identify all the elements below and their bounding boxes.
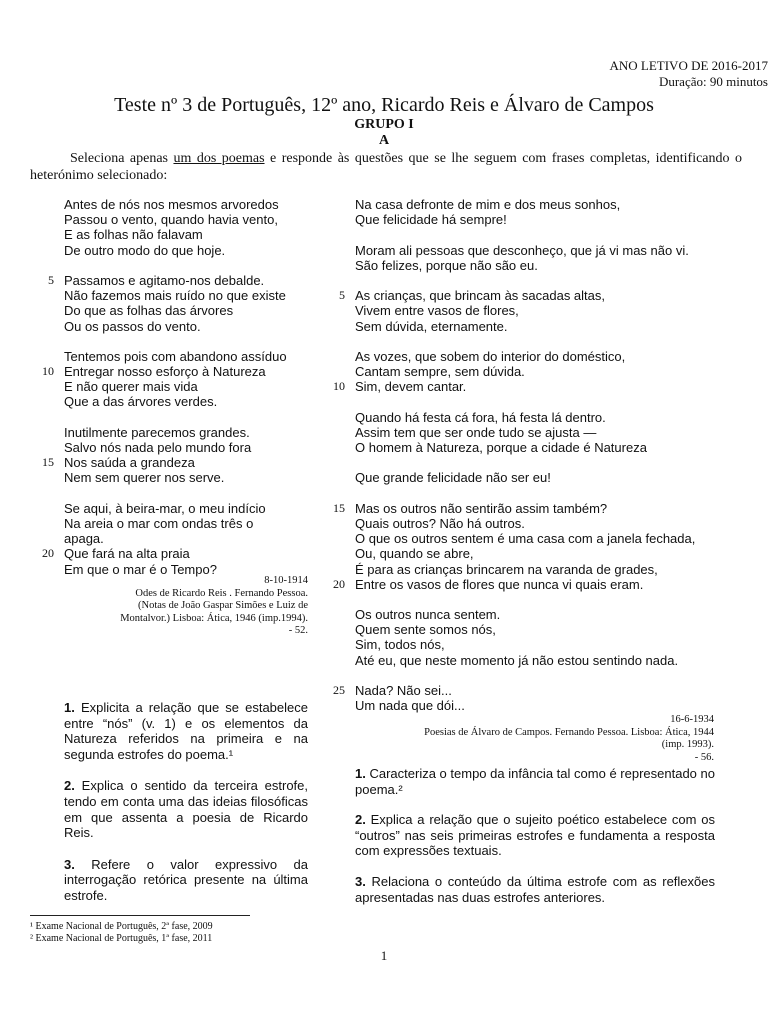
verse-text: Sim, devem cantar. bbox=[355, 379, 467, 395]
verse-line bbox=[64, 440, 334, 455]
stanza-gap bbox=[64, 410, 334, 425]
verse-text: Ou, quando se abre, bbox=[355, 546, 474, 562]
verse-text: As crianças, que brincam às sacadas altas, bbox=[355, 288, 606, 304]
poem-ricardo-reis bbox=[42, 197, 334, 577]
line-number: 15 bbox=[42, 455, 54, 470]
verse-text: Quais outros? Não há outros. bbox=[355, 515, 525, 531]
stanza-gap bbox=[355, 273, 755, 288]
stanza-gap bbox=[355, 334, 755, 349]
verse-line bbox=[355, 516, 755, 531]
footnotes bbox=[30, 921, 430, 945]
verse-text: E as folhas não falavam bbox=[64, 227, 203, 243]
verse-line bbox=[355, 637, 755, 652]
verse-text: Ou os passos do vento. bbox=[64, 318, 201, 334]
verse-line bbox=[333, 379, 755, 395]
verse-line bbox=[355, 212, 755, 227]
stanza-gap bbox=[64, 486, 334, 501]
line-number: 20 bbox=[42, 546, 54, 561]
stanza-gap bbox=[355, 227, 755, 242]
verse-text: Nem sem querer nos serve. bbox=[64, 470, 225, 486]
question bbox=[64, 857, 308, 904]
line-number: 20 bbox=[333, 576, 345, 591]
question-text: Refere o valor expressivo da interrogação retórica presente na última estrofe. bbox=[64, 856, 308, 903]
verse-text: Antes de nós nos mesmos arvoredos bbox=[64, 197, 279, 212]
verse-line bbox=[339, 288, 755, 304]
question-number: 2. bbox=[64, 778, 75, 794]
line-number: 5 bbox=[339, 288, 345, 303]
question-number: 3. bbox=[64, 856, 75, 872]
verse-line bbox=[64, 197, 334, 212]
citation-line: Poesias de Álvaro de Campos. Fernando Pessoa. Lisboa: Ática, 1944 bbox=[424, 726, 714, 738]
verse-line bbox=[42, 455, 334, 471]
verse-line bbox=[64, 394, 334, 409]
question-number: 2. bbox=[355, 812, 366, 828]
stanza-gap bbox=[355, 592, 755, 607]
verse-line bbox=[42, 546, 334, 562]
verse-text: Na areia o mar com ondas três o bbox=[64, 515, 254, 531]
verse-line bbox=[64, 288, 334, 303]
citation-line: 16-6-1934 bbox=[670, 714, 714, 725]
verse-text: Um nada que dói... bbox=[355, 698, 465, 714]
verse-line bbox=[48, 272, 334, 288]
verse-line bbox=[355, 622, 755, 637]
verse-text: Do que as folhas das árvores bbox=[64, 303, 234, 319]
verse-text: De outro modo do que hoje. bbox=[64, 242, 226, 258]
verse-line bbox=[64, 379, 334, 394]
verse-line bbox=[64, 243, 334, 258]
verse-text: Nada? Não sei... bbox=[355, 683, 452, 698]
citation-ricardo-reis bbox=[60, 575, 308, 638]
question-text: Explicita a relação que se estabelece entre “nós” (v. 1) e os elementos da Natureza referidos na primeira e na segunda estrofes do poema.¹ bbox=[64, 700, 308, 762]
verse-line bbox=[355, 319, 755, 334]
verse-text: Não fazemos mais ruído no que existe bbox=[64, 288, 286, 304]
verse-text: Entregar nosso esforço à Natureza bbox=[64, 364, 266, 380]
verse-line bbox=[355, 531, 755, 546]
line-number: 15 bbox=[333, 500, 345, 515]
school-year: ANO LETIVO DE 2016-2017 bbox=[609, 58, 768, 73]
group-heading: GRUPO I bbox=[354, 117, 414, 132]
citation-line: - 56. bbox=[694, 751, 714, 763]
verse-text: Nos saúda a grandeza bbox=[64, 455, 195, 471]
verse-line bbox=[64, 470, 334, 485]
verse-text: O que os outros sentem é uma casa com a janela fechada, bbox=[355, 531, 696, 547]
verse-line bbox=[355, 607, 755, 622]
verse-text: Na casa defronte de mim e dos meus sonhos, bbox=[355, 197, 621, 212]
verse-text: Que felicidade há sempre! bbox=[355, 212, 507, 228]
footnote-2: ² Exame Nacional de Português, 1ª fase, 2011 bbox=[30, 933, 213, 944]
verse-line bbox=[64, 516, 334, 531]
page-number: 1 bbox=[380, 948, 388, 963]
question bbox=[355, 812, 715, 859]
question bbox=[355, 874, 715, 905]
verse-text: É para as crianças brincarem na varanda de grades, bbox=[355, 561, 658, 577]
verse-text: Que fará na alta praia bbox=[64, 546, 190, 562]
verse-line bbox=[64, 501, 334, 516]
question bbox=[64, 700, 308, 762]
intro-underlined: um dos poemas bbox=[173, 151, 265, 166]
intro-part2: e responde às questões que se lhe seguem com frases completas, identificando o heterónimo selecionado: bbox=[30, 151, 742, 183]
verse-line bbox=[355, 698, 755, 713]
verse-line bbox=[355, 562, 755, 577]
verse-line bbox=[333, 683, 755, 698]
stanza-gap bbox=[355, 668, 755, 683]
verse-text: apaga. bbox=[64, 531, 104, 547]
verse-line bbox=[355, 410, 755, 425]
stanza-gap bbox=[355, 455, 755, 470]
verse-line bbox=[355, 303, 755, 318]
footnote-1: ¹ Exame Nacional de Português, 2ª fase, 2009 bbox=[30, 921, 213, 932]
verse-text: Moram ali pessoas que desconheço, que já vi mas não vi. bbox=[355, 242, 689, 258]
verse-text: Passamos e agitamo-nos debalde. bbox=[64, 272, 265, 288]
verse-text: Sim, todos nós, bbox=[355, 637, 445, 653]
verse-text: Em que o mar é o Tempo? bbox=[64, 561, 217, 577]
verse-line bbox=[355, 470, 755, 485]
verse-line bbox=[64, 531, 334, 546]
verse-line bbox=[355, 546, 755, 561]
citation-line: - 52. bbox=[288, 625, 308, 636]
question-text: Relaciona o conteúdo da última estrofe com as reflexões apresentadas nas duas estrofes anteriores. bbox=[355, 873, 715, 905]
verse-text: O homem à Natureza, porque a cidade é Natureza bbox=[355, 440, 647, 455]
verse-line bbox=[355, 425, 755, 440]
verse-text: Sem dúvida, eternamente. bbox=[355, 318, 508, 334]
verse-line bbox=[355, 364, 755, 379]
verse-text: Salvo nós nada pelo mundo fora bbox=[64, 440, 252, 455]
verse-line bbox=[42, 364, 334, 380]
citation-alvaro-de-campos bbox=[340, 714, 714, 764]
citation-line: (imp. 1993). bbox=[661, 739, 714, 750]
question-number: 1. bbox=[355, 766, 366, 781]
citation-line: 8-10-1914 bbox=[264, 575, 308, 586]
verse-text: Quem sente somos nós, bbox=[355, 622, 496, 638]
verse-text: Mas os outros não sentirão assim também? bbox=[355, 500, 608, 516]
verse-line bbox=[64, 425, 334, 440]
questions-ricardo-reis bbox=[64, 700, 308, 920]
header-info bbox=[0, 58, 768, 90]
verse-text: E não querer mais vida bbox=[64, 379, 198, 395]
verse-text: Que grande felicidade não ser eu! bbox=[355, 470, 551, 486]
verse-text: Os outros nunca sentem. bbox=[355, 607, 501, 623]
question bbox=[355, 766, 715, 797]
verse-text: Tentemos pois com abandono assíduo bbox=[64, 348, 287, 364]
stanza-gap bbox=[355, 486, 755, 501]
question-text: Explica a relação que o sujeito poético estabelece com os “outros” nas seis primeiras estrofes e fundamenta a resposta com expressões textuais. bbox=[355, 812, 715, 859]
verse-text: Passou o vento, quando havia vento, bbox=[64, 212, 278, 228]
verse-line bbox=[64, 227, 334, 242]
verse-text: Vivem entre vasos de flores, bbox=[355, 303, 519, 319]
citation-line: Montalvor.) Lisboa: Ática, 1946 (imp.1994). bbox=[120, 612, 308, 624]
verse-line bbox=[355, 653, 755, 668]
question-text: Caracteriza o tempo da infância tal como é representado no poema.² bbox=[355, 766, 715, 797]
citation-line: Odes de Ricardo Reis . Fernando Pessoa. bbox=[135, 587, 308, 599]
verse-text: Cantam sempre, sem dúvida. bbox=[355, 364, 525, 380]
verse-line bbox=[355, 243, 755, 258]
stanza-gap bbox=[64, 258, 334, 273]
intro-part1: Seleciona apenas bbox=[70, 151, 174, 166]
verse-text: Assim tem que ser onde tudo se ajusta — bbox=[355, 424, 597, 440]
poem-alvaro-de-campos bbox=[333, 197, 755, 714]
verse-line bbox=[64, 303, 334, 318]
test-duration: Duração: 90 minutos bbox=[658, 74, 768, 89]
verse-line bbox=[64, 212, 334, 227]
verse-text: Inutilmente parecemos grandes. bbox=[64, 424, 250, 440]
verse-line bbox=[355, 258, 755, 273]
section-heading: A bbox=[378, 133, 390, 148]
verse-line bbox=[64, 349, 334, 364]
page-title: Teste nº 3 de Português, 12º ano, Ricardo Reis e Álvaro de Campos bbox=[114, 94, 654, 116]
verse-line bbox=[333, 576, 755, 592]
line-number: 10 bbox=[42, 364, 54, 379]
verse-line bbox=[355, 349, 755, 364]
verse-text: Até eu, que neste momento já não estou sentindo nada. bbox=[355, 652, 679, 668]
question bbox=[64, 778, 308, 840]
line-number: 25 bbox=[333, 683, 345, 697]
stanza-gap bbox=[64, 334, 334, 349]
questions-alvaro-de-campos bbox=[355, 766, 715, 920]
verse-line bbox=[333, 500, 755, 516]
verse-text: As vozes, que sobem do interior do doméstico, bbox=[355, 348, 626, 364]
line-number: 5 bbox=[48, 272, 54, 287]
verse-text: Entre os vasos de flores que nunca vi quais eram. bbox=[355, 576, 644, 592]
verse-text: Que a das árvores verdes. bbox=[64, 394, 218, 410]
verse-line bbox=[355, 440, 755, 455]
instructions bbox=[30, 150, 742, 184]
line-number: 10 bbox=[333, 379, 345, 394]
verse-text: São felizes, porque não são eu. bbox=[355, 257, 538, 273]
verse-line bbox=[64, 319, 334, 334]
verse-line bbox=[355, 197, 755, 212]
verse-text: Quando há festa cá fora, há festa lá dentro. bbox=[355, 409, 606, 425]
question-number: 3. bbox=[355, 873, 366, 889]
stanza-gap bbox=[355, 394, 755, 409]
question-number: 1. bbox=[64, 700, 75, 715]
footnote-rule bbox=[30, 915, 250, 916]
question-text: Explica o sentido da terceira estrofe, tendo em conta uma das ideias filosóficas em que assenta a poesia de Ricardo Reis. bbox=[64, 778, 308, 841]
verse-text: Se aqui, à beira-mar, o meu indício bbox=[64, 500, 266, 516]
citation-line: (Notas de João Gaspar Simões e Luiz de bbox=[138, 600, 308, 611]
